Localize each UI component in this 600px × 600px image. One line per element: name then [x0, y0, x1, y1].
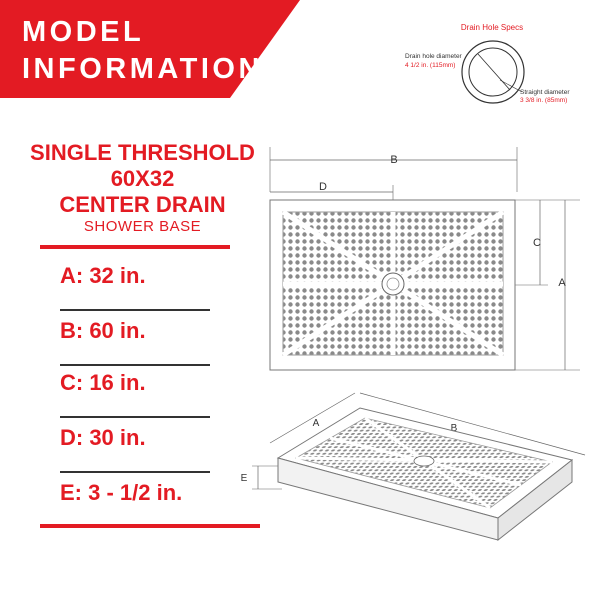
- iso-label-a: A: [312, 418, 320, 429]
- iso-drain-icon: [414, 456, 434, 466]
- drain-hole-label: Drain hole diameter: [405, 53, 462, 60]
- top-label-a: A: [558, 277, 566, 289]
- drain-inner-ring: [469, 48, 517, 96]
- top-label-b: B: [390, 154, 398, 166]
- product-title-line-1: SINGLE THRESHOLD: [30, 140, 255, 165]
- isometric-view-drawing: [241, 393, 585, 540]
- product-title-line-3: CENTER DRAIN: [59, 192, 226, 217]
- spec-c-text: C: 16 in.: [60, 370, 146, 395]
- spec-d-text: D: 30 in.: [60, 425, 146, 450]
- drain-specs-title: Drain Hole Specs: [460, 23, 524, 32]
- straight-diameter-leader: [500, 80, 522, 92]
- drain-diameter-line: [478, 54, 510, 90]
- banner-line-1: MODEL: [22, 16, 145, 48]
- spec-a-text: A: 32 in.: [60, 263, 146, 288]
- straight-diameter-value: 3 3/8 in. (85mm): [520, 97, 568, 104]
- drain-hole-specs: [405, 23, 570, 104]
- iso-label-b: B: [450, 423, 458, 434]
- iso-label-e: E: [240, 473, 248, 484]
- spec-e-text: E: 3 - 1/2 in.: [60, 480, 183, 505]
- drain-hole-value: 4 1/2 in. (115mm): [405, 62, 456, 69]
- top-view-drawing: [270, 147, 580, 370]
- top-label-d: D: [319, 181, 327, 193]
- banner-line-2: INFORMATION: [22, 53, 263, 85]
- top-label-c: C: [533, 237, 541, 249]
- product-title-line-2: 60X32: [110, 166, 175, 191]
- drain-outer-ring: [462, 41, 524, 103]
- spec-b-text: B: 60 in.: [60, 318, 146, 343]
- product-subtitle: SHOWER BASE: [83, 218, 202, 235]
- straight-diameter-label: Straight diameter: [520, 89, 570, 96]
